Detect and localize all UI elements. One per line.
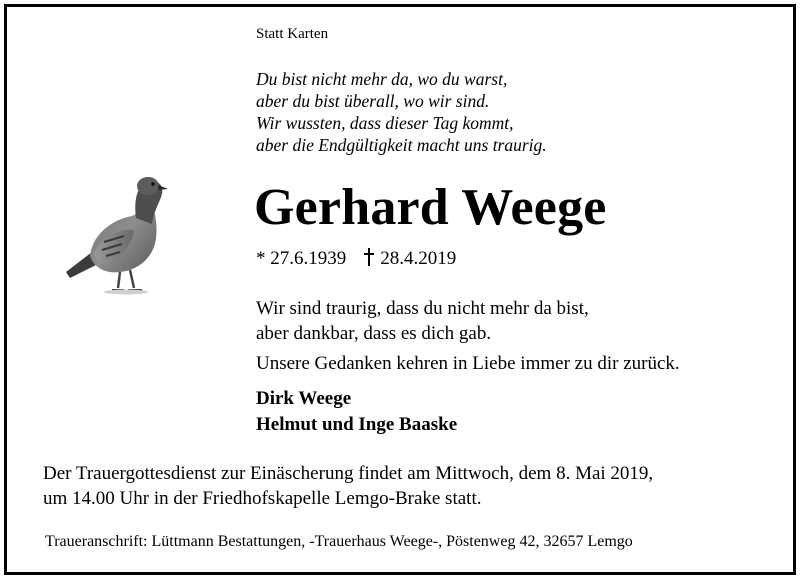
pigeon-image: [62, 172, 174, 296]
verse-line: aber dankbar, dass es dich gab.: [256, 323, 492, 344]
death-date: 28.4.2019: [380, 248, 457, 269]
death-date-group: [364, 248, 456, 269]
death-cross-icon: [364, 248, 374, 266]
verse-block: [256, 296, 589, 346]
service-notice: [43, 461, 653, 511]
poem-line: aber die Endgültigkeit macht uns traurig.: [256, 135, 547, 155]
service-line: Der Trauergottesdienst zur Einäscherung findet am Mittwoch, dem 8. Mai 2019,: [43, 463, 654, 484]
memorial-poem: [256, 68, 547, 156]
service-line: um 14.00 Uhr in der Friedhofskapelle Lemgo-Brake statt.: [43, 488, 482, 509]
verse-line: Wir sind traurig, dass du nicht mehr da bist,: [256, 298, 589, 319]
birth-date: * 27.6.1939: [256, 248, 347, 269]
mourner-name: Helmut und Inge Baaske: [256, 413, 458, 435]
statt-karten-label: Statt Karten: [256, 26, 329, 42]
poem-line: aber du bist überall, wo wir sind.: [256, 91, 490, 111]
poem-line: Wir wussten, dass dieser Tag kommt,: [256, 113, 514, 133]
thoughts-line: Unsere Gedanken kehren in Liebe immer zu dir zurück.: [256, 353, 680, 374]
mourners-list: [256, 386, 457, 437]
mourning-address: Traueranschrift: Lüttmann Bestattungen, -Trauerhaus Weege-, Pöstenweg 42, 32657 Lemgo: [45, 533, 633, 550]
deceased-name: Gerhard Weege: [254, 179, 607, 236]
life-dates: [256, 248, 456, 270]
poem-line: Du bist nicht mehr da, wo du warst,: [256, 69, 508, 89]
mourner-name: Dirk Weege: [256, 388, 352, 409]
